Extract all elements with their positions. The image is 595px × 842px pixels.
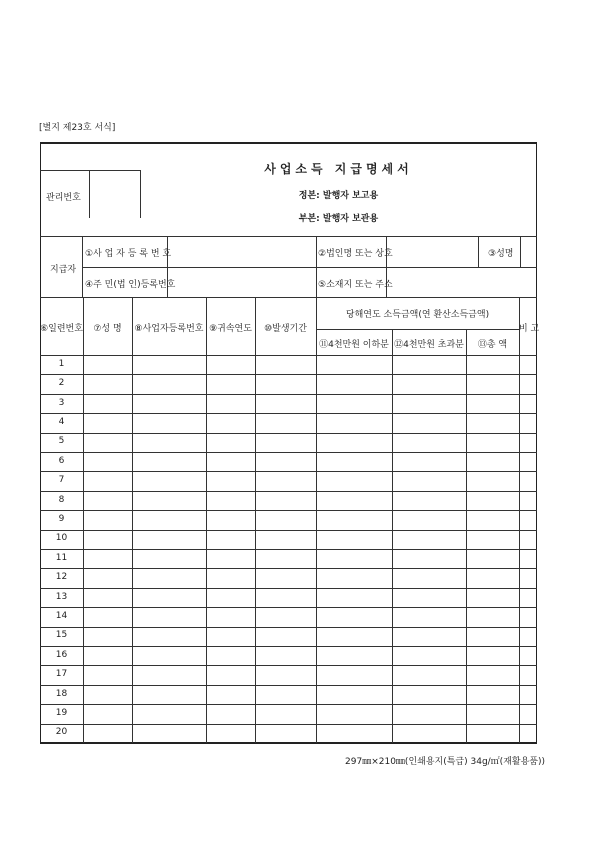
divider [40,297,537,298]
row-divider [40,665,537,666]
row-number: 16 [55,649,68,660]
management-number-label: 관리번호 [46,193,81,203]
col-biz-reg-no-header: ⑧사업자등록번호 [134,324,204,334]
payer-corp-name-label: ②법인명 또는 상호 [318,249,393,259]
row-divider [40,394,537,395]
row-number: 6 [58,455,65,466]
row-number: 3 [58,397,65,408]
col-serial-header: ⑥일련번호 [40,324,83,334]
col-income-group-header: 당해연도 소득금액(연 환산소득금액) [345,310,490,320]
row-divider [40,568,537,569]
row-number: 18 [55,688,68,699]
row-number: 5 [58,436,65,447]
copy-duplicate-label: 부본: 발행자 보관용 [298,214,379,224]
row-divider [40,452,537,453]
divider [132,297,133,743]
col-remarks-header: 비 고 [519,324,540,334]
payer-biz-reg-no-label: ①사 업 자 등 록 번 호 [85,249,172,259]
payer-resident-no-label: ④주 민(법 인)등록번호 [85,280,176,290]
row-divider [40,433,537,434]
divider [83,297,84,743]
row-divider [40,607,537,608]
divider [206,297,207,743]
row-divider [40,413,537,414]
row-number: 1 [58,358,65,369]
row-number: 8 [58,494,65,505]
divider [392,329,393,743]
row-number: 2 [58,378,65,389]
row-number: 9 [58,513,65,524]
row-number: 7 [58,475,65,486]
row-divider [40,471,537,472]
row-number: 17 [55,669,68,680]
row-number: 12 [55,572,68,583]
divider [478,236,479,267]
row-divider [40,530,537,531]
divider [89,170,90,218]
divider [519,297,520,743]
payer-address-label: ⑤소재지 또는 주소 [318,280,393,290]
row-number: 19 [55,707,68,718]
row-number: 10 [55,533,68,544]
payer-name-label: ③성명 [488,249,514,259]
row-number: 4 [58,416,65,427]
row-number: 15 [55,630,68,641]
page-title: 사업소득 지급명세서 [264,162,413,176]
divider [82,267,537,268]
divider [255,297,256,743]
row-divider [40,724,537,725]
divider [316,236,317,297]
col-period-header: ⑩발생기간 [264,324,307,334]
row-number: 13 [55,591,68,602]
row-divider [40,491,537,492]
row-divider [40,588,537,589]
row-divider [40,510,537,511]
divider [40,170,140,171]
divider [316,329,519,330]
divider [466,329,467,743]
payer-label: 지급자 [50,265,77,275]
row-number: 20 [55,727,68,738]
divider [316,297,317,743]
form-table [40,142,540,744]
divider [40,355,537,356]
col-under-40m-header: ⑪4천만원 이하분 [319,340,389,350]
row-divider [40,704,537,705]
row-divider [40,685,537,686]
col-year-header: ⑨귀속연도 [209,324,252,334]
row-number: 11 [55,552,68,563]
row-divider [40,646,537,647]
col-over-40m-header: ⑫4천만원 초과분 [394,340,464,350]
divider [40,236,537,237]
form-number-label: [별지 제23호 서식] [39,123,116,133]
divider [520,236,521,267]
row-number: 14 [55,610,68,621]
row-divider [40,374,537,375]
col-total-header: ⑬총 액 [477,340,508,350]
copy-original-label: 정본: 발행자 보고용 [298,191,379,201]
paper-spec-footer: 297㎜×210㎜(인쇄용지(특급) 34g/㎡(재활용품)) [345,757,545,767]
row-divider [40,549,537,550]
row-divider [40,627,537,628]
col-name-header: ⑦성 명 [93,324,122,334]
